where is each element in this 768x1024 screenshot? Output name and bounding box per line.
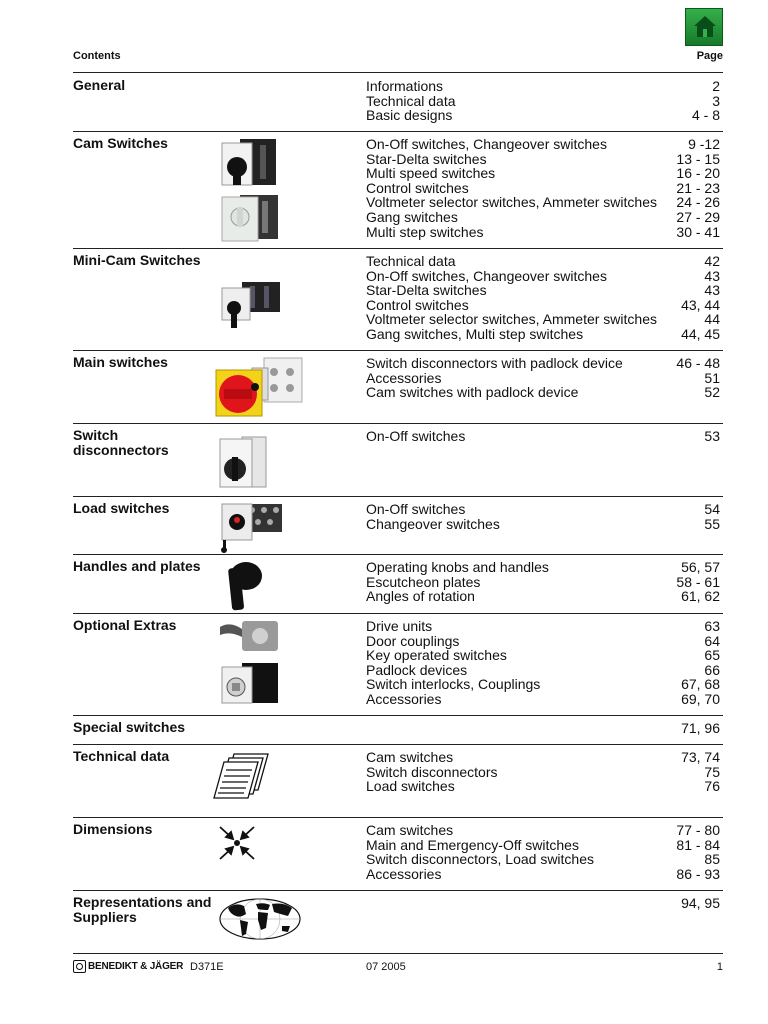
divider: [73, 554, 723, 555]
divider: [73, 72, 723, 73]
home-button[interactable]: [685, 8, 723, 46]
load-switch-photo: [212, 498, 288, 554]
toc-entry[interactable]: On-Off switches, Changeover switches 43: [366, 267, 720, 284]
toc-entry[interactable]: Drive units 63: [366, 618, 720, 634]
divider: [73, 613, 723, 614]
main-switch-photo: [212, 354, 304, 418]
toc-entry[interactable]: Multi speed switches 16 - 20: [366, 165, 720, 182]
toc-entry[interactable]: Door couplings 64: [366, 632, 720, 649]
toc-entry[interactable]: Switch disconnectors, Load switches 85: [366, 851, 720, 868]
toc-entry[interactable]: On-Off switches 54: [366, 501, 720, 517]
section-title: Technical data: [73, 748, 170, 764]
page-column-heading: Page: [696, 50, 723, 62]
logo-mark-icon: [73, 960, 86, 973]
section-title: Switch disconnectors: [73, 427, 169, 458]
toc-entry[interactable]: Switch interlocks, Couplings 67, 68: [366, 676, 720, 693]
divider: [73, 496, 723, 497]
toc-entry[interactable]: Padlock devices 66: [366, 661, 720, 678]
documents-icon: [212, 752, 272, 800]
mini-cam-switch-photo: [212, 278, 282, 334]
toc-entry[interactable]: Control switches 43, 44: [366, 296, 720, 313]
section-title: Load switches: [73, 500, 170, 516]
toc-entry[interactable]: 94, 95: [681, 895, 720, 911]
document-number: D371E: [190, 961, 224, 973]
section-title: Representations and Suppliers: [73, 894, 212, 925]
toc-entry[interactable]: 71, 96: [681, 720, 720, 736]
toc-entry[interactable]: Technical data 3: [366, 92, 720, 109]
toc-entry[interactable]: Star-Delta switches 13 - 15: [366, 150, 720, 167]
divider: [73, 744, 723, 745]
toc-entry[interactable]: Accessories 51: [366, 369, 720, 386]
toc-entry[interactable]: Technical data 42: [366, 253, 720, 269]
toc-entry[interactable]: Cam switches 77 - 80: [366, 822, 720, 838]
document-date: 07 2005: [366, 961, 406, 973]
toc-entry[interactable]: Voltmeter selector switches, Ammeter switches 24 - 26: [366, 194, 720, 211]
divider: [73, 248, 723, 249]
toc-entry[interactable]: Accessories 69, 70: [366, 690, 720, 707]
section-title: Main switches: [73, 354, 168, 370]
toc-entry[interactable]: Changeover switches 55: [366, 515, 720, 532]
world-map-icon: [218, 896, 302, 942]
toc-entry[interactable]: Star-Delta switches 43: [366, 282, 720, 299]
switch-disconnector-photo: [212, 433, 272, 491]
toc-entry[interactable]: Main and Emergency-Off switches 81 - 84: [366, 836, 720, 853]
section-title: Handles and plates: [73, 558, 201, 574]
toc-entry[interactable]: Gang switches, Multi step switches 44, 45: [366, 325, 720, 342]
cam-switch-photo: [212, 135, 282, 245]
divider: [73, 890, 723, 891]
page-number: 1: [716, 961, 723, 973]
section-title: Mini-Cam Switches: [73, 252, 201, 268]
toc-entry[interactable]: Switch disconnectors 75: [366, 763, 720, 780]
toc-entry[interactable]: On-Off switches, Changeover switches 9 -12: [366, 136, 720, 152]
toc-entry[interactable]: Basic designs 4 - 8: [366, 107, 720, 124]
toc-entry[interactable]: Informations 2: [366, 78, 720, 94]
home-icon: [692, 14, 718, 40]
page-footer: [0, 960, 768, 980]
toc-entry[interactable]: Multi step switches 30 - 41: [366, 223, 720, 240]
divider: [73, 715, 723, 716]
section-title: Dimensions: [73, 821, 153, 837]
toc-entry[interactable]: Accessories 86 - 93: [366, 865, 720, 882]
section-title: General: [73, 77, 126, 93]
divider: [73, 953, 723, 954]
toc-entry[interactable]: Cam switches 73, 74: [366, 749, 720, 765]
contents-heading: Contents: [73, 50, 121, 62]
toc-entry[interactable]: Switch disconnectors with padlock device 46 - 48: [366, 355, 720, 371]
toc-entry[interactable]: On-Off switches 53: [366, 428, 720, 444]
toc-entry[interactable]: Cam switches with padlock device 52: [366, 384, 720, 401]
toc-entry[interactable]: Escutcheon plates 58 - 61: [366, 573, 720, 590]
divider: [73, 350, 723, 351]
divider: [73, 423, 723, 424]
toc-entry[interactable]: Voltmeter selector switches, Ammeter switches 44: [366, 311, 720, 328]
toc-entry[interactable]: Gang switches 27 - 29: [366, 208, 720, 225]
toc-entry[interactable]: Operating knobs and handles 56, 57: [366, 559, 720, 575]
handle-photo: [212, 558, 272, 612]
divider: [73, 817, 723, 818]
dimensions-arrows-icon: [212, 823, 262, 863]
toc-entry[interactable]: Key operated switches 65: [366, 647, 720, 664]
company-logo: BENEDIKT & JÄGER: [73, 960, 183, 973]
divider: [73, 131, 723, 132]
section-title: Special switches: [73, 719, 186, 735]
section-title: Optional Extras: [73, 617, 177, 633]
section-title: Cam Switches: [73, 135, 168, 151]
toc-entry[interactable]: Control switches 21 - 23: [366, 179, 720, 196]
optional-extras-photo: [212, 617, 284, 709]
toc-entry[interactable]: Angles of rotation 61, 62: [366, 588, 720, 605]
toc-entry[interactable]: Load switches 76: [366, 778, 720, 795]
